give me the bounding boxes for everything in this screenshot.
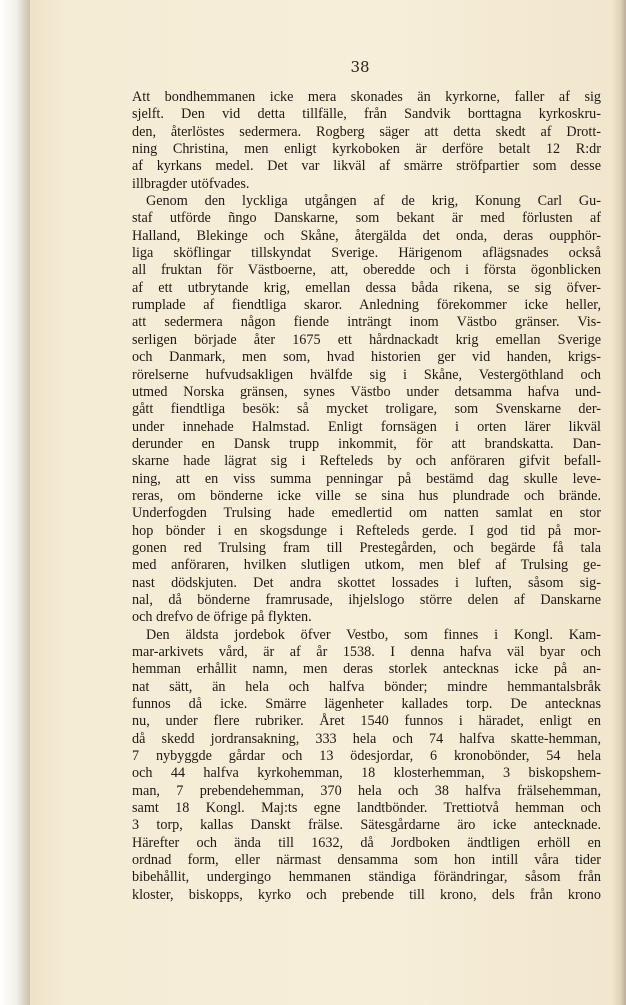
text-line: gonen red Trulsing fram till Prestegården, och begärde få tala [132,539,601,556]
text-line: staf utförde ñngo Danskarne, som bekant är med förlusten af [132,210,601,227]
text-line: hop bönder i en skogsdunge i Refteleds gerde. I god tid på mor- [132,522,601,539]
text-line: sjelft. Den vid detta tillfälle, från Sandvik borttagna kyrkoskru- [132,106,601,123]
page-number: 38 [350,58,370,76]
text-line: nal, då bönderne framrusade, ihjelslogo större delen af Danskarne [132,591,601,608]
text-line: ning Christina, men enligt kyrkoboken är derföre betalt 12 R:dr [132,141,601,158]
text-line: liga sköflingar tillskyndat Sverige. Härigenom aflägsnades också [132,245,601,262]
text-line: rörelserne hufvudsakligen hvälfde sig i Skåne, Vestergöthland och [132,366,601,383]
text-line: skarne hade lägrat sig i Refteleds by och anföraren gifvit befall- [132,453,601,470]
text-line: derunder en Dansk trupp inkommit, för att brandskatta. Dan- [132,435,601,452]
text-line: af ett utbrytande krig, emellan dessa båda rikena, se sig öfver- [132,279,601,296]
text-line: mar-arkivets vård, är af år 1538. I denna hafva väl byar och [132,644,601,660]
text-line: Härefter och ända till 1632, då Jordboken ändtligen erhöll en [132,834,601,851]
text-line: reras, om bönderne icke ville se sina hus plundrade och brände. [132,487,601,504]
text-line: att sedermera någon fiende inträngt inom Västbo gränser. Vis- [132,314,601,331]
text-line: funnos då icke. Smärre lägenheter kallades torp. De antecknas [132,696,601,713]
text-line: Halland, Blekinge och Skåne, återgälda det onda, deras oupphör- [132,227,601,244]
text-line: bibehållit, undergingo hemmanen ständiga förändringar, såsom från [132,869,601,886]
text-line: den, återlöstes sedermera. Rogberg säger att detta skedt af Drott- [132,123,601,140]
text-line: kloster, biskopps, kyrko och prebende till krono, dels från krono [132,886,601,903]
text-line: illbragder utöfvades. [132,175,250,192]
text-line: nast dödskjuten. Det andra skottet lossades i luften, såsom sig- [132,574,601,591]
text-line: nat sätt, än hela och halfva bönder; mindre hemmantalsbråk [132,678,601,695]
text-line: 7 nybyggde gårdar och 13 ödesjordar, 6 kronobönder, 54 hela [132,748,601,765]
text-line: gått fiendtliga besök: så mycket troligare, som Svenskarne der- [132,401,601,418]
text-line: Att bondhemmanen icke mera skonades än kyrkorne, faller af sig [132,89,601,105]
text-line: då skedd jordransakning, 333 hela och 74 halfva skatte-hemman, [132,730,601,747]
body-text [132,89,601,904]
text-line: och drefvo de öfrige på flykten. [132,609,312,626]
text-line: samt 18 Kongl. Maj:ts egne landtbönder. Trettiotvå hemman och [132,800,601,817]
text-line: och Danmark, men som, hvad historien ger vid handen, krigs- [132,349,601,366]
text-line: med anföraren, hvilken slutligen utkom, men blef af Trulsing ge- [132,557,601,574]
text-line: serligen började åter 1675 ett hårdnackadt krig emellan Sverige [132,331,601,348]
text-line: under innehade Halmstad. Enligt fornsägen i orten lärer likväl [132,418,601,435]
page-shadow-right [612,0,626,1005]
text-line: ning, att en viss summa penningar på bestämd dag skulle leve- [132,470,601,487]
text-line: man, 7 prebendehemman, 370 hela och 38 halfva frälsehemman, [132,782,601,799]
text-line: utmed Norska gränsen, synes Västbo under detsamma hafva und- [132,383,601,400]
text-line: all fruktan för Västboerne, att, oberedde och i första ögonblicken [132,262,601,279]
text-line: ordnad form, eller närmast densamma som hon intill våra tider [132,852,601,869]
text-line: 3 torp, kallas Danskt frälse. Sätesgårdarne äro icke antecknade. [132,817,601,834]
page-gutter-left [0,0,30,1005]
text-line: Den äldsta jordebok öfver Vestbo, som finnes i Kongl. Kam- [146,626,601,643]
text-line: nu, under flere rubriker. Året 1540 funnos i häradet, enligt en [132,713,601,730]
text-line: Underfogden Trulsing hade emedlertid om natten samlat en stor [132,505,601,522]
text-line: och 44 halfva kyrkohemman, 18 klosterhemman, 3 biskopshem- [132,765,601,782]
text-line: hemman erhållit namn, men deras storlek antecknas icke på an- [132,661,601,678]
text-line: af kyrkans medel. Det var likväl af smärre ströfpartier som desse [132,158,601,175]
text-line: rumplade af fiendtliga skaror. Anledning förekommer icke heller, [132,297,601,314]
text-line: Genom den lyckliga utgången af de krig, Konung Carl Gu- [146,193,601,210]
